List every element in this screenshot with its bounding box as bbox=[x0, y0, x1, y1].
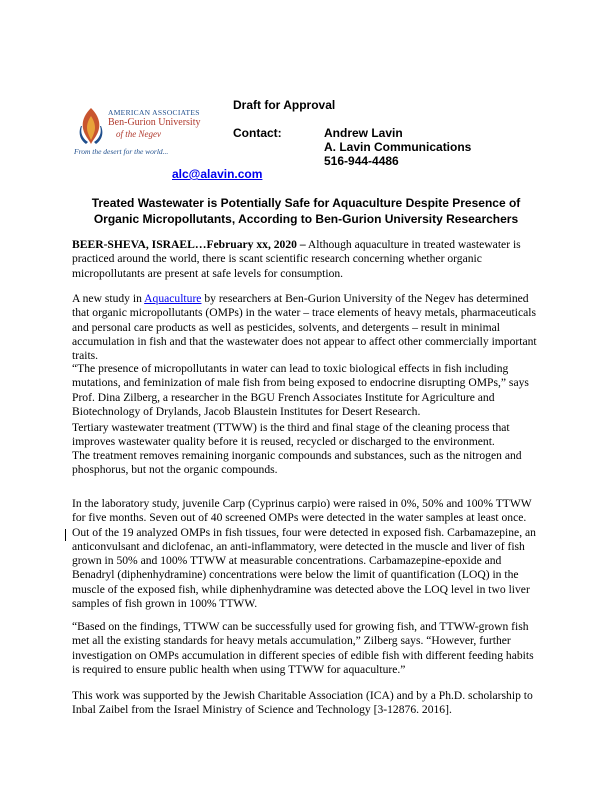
headline-line-1: Treated Wastewater is Potentially Safe for Aquaculture Despite Presence of bbox=[91, 196, 521, 210]
logo-line-2: Ben-Gurion University bbox=[108, 117, 201, 128]
logo-line-1: AMERICAN ASSOCIATES bbox=[108, 108, 200, 117]
paragraph-ttww-definition: Tertiary wastewater treatment (TTWW) is the third and final stage of the cleaning process that improves wastewater quality before it is reused, recycled or discharged to the environment. bbox=[72, 421, 510, 449]
organization-logo bbox=[74, 104, 228, 162]
contact-name: Andrew Lavin bbox=[324, 126, 403, 140]
study-text-before: A new study in bbox=[72, 292, 145, 305]
flame-emblem-icon bbox=[78, 106, 104, 146]
paragraph-lab-study: In the laboratory study, juvenile Carp (Cyprinus carpio) were raised in 0%, 50% and 100% TTWW for five months. Seven out of 40 screened OMPs were detected in the water samples at least once. Out of the 19 analyzed OMPs in fish tissues, four were detected in exposed fish. Carbamazepine, an anticonvulsant and diclofenac, an anti-inflammatory, were detected in the muscle and liver of fish grown in 50% and 100% TTWW at measurable concentrations. Carbamazepine-epoxide and Benadryl (diphenhydramine) concentrations were below the limit of quantification (LOQ) in the muscle of the exposed fish, while diphenhydramine was detected above the LOQ level in two liver samples of fish grown in 100% TTWW. bbox=[72, 497, 536, 611]
study-text-after: by researchers at Ben-Gurion University of the Negev has determined that organic micropollutants (OMPs) in the water – trace elements of heavy metals, pharmaceuticals and personal care products as well as pesticides, solvents, and detergents – result in minimal accumulation in fish and that the wastewater does not appear to affect other commercially important traits. bbox=[72, 292, 537, 363]
logo-tagline: From the desert for the world... bbox=[74, 147, 169, 156]
dateline: BEER-SHEVA, ISRAEL…February xx, 2020 – bbox=[72, 238, 306, 251]
contact-email-link[interactable]: alc@alavin.com bbox=[172, 167, 263, 181]
contact-label: Contact: bbox=[233, 126, 282, 140]
paragraph-treatment: The treatment removes remaining inorganic compounds and substances, such as the nitrogen and phosphorus, but not the organic compounds. bbox=[72, 449, 522, 477]
draft-label: Draft for Approval bbox=[233, 98, 336, 112]
paragraph-funding: This work was supported by the Jewish Charitable Association (ICA) and by a Ph.D. scholarship to Inbal Zaibel from the Israel Ministry of Science and Technology [3-12876. 2016]. bbox=[72, 689, 533, 717]
headline-line-2: Organic Micropollutants, According to Ben-Gurion University Researchers bbox=[93, 212, 519, 226]
contact-company: A. Lavin Communications bbox=[324, 140, 472, 154]
contact-phone: 516-944-4486 bbox=[324, 154, 399, 168]
intro-text: Although aquaculture in treated wastewater is practiced around the world, there is scant scientific research concerning whether organic micropollutants are present at safe levels for consumption. bbox=[72, 238, 521, 280]
paragraph-study bbox=[72, 292, 540, 363]
headline bbox=[72, 195, 540, 227]
aquaculture-journal-link[interactable]: Aquaculture bbox=[144, 292, 202, 305]
text-cursor bbox=[65, 529, 66, 541]
paragraph-quote-2: “Based on the findings, TTWW can be successfully used for growing fish, and TTWW-grown fish met all the existing standards for heavy metals accumulation,” Zilberg says. “However, further investigation on OMPs accumulation in different species of edible fish with different feeding habits is required to ensure public health when using TTWW for aquaculture.” bbox=[72, 620, 534, 676]
paragraph-intro bbox=[72, 238, 540, 281]
logo-line-3: of the Negev bbox=[116, 129, 161, 139]
paragraph-quote-1: “The presence of micropollutants in water can lead to toxic biological effects in fish including mutations, and feminization of male fish from being exposed to endocrine disrupting OMPs,” says Prof. Dina Zilberg, a researcher in the BGU French Associates Institute for Agriculture and Biotechnology of Drylands, Jacob Blaustein Institutes for Desert Research. bbox=[72, 362, 529, 418]
